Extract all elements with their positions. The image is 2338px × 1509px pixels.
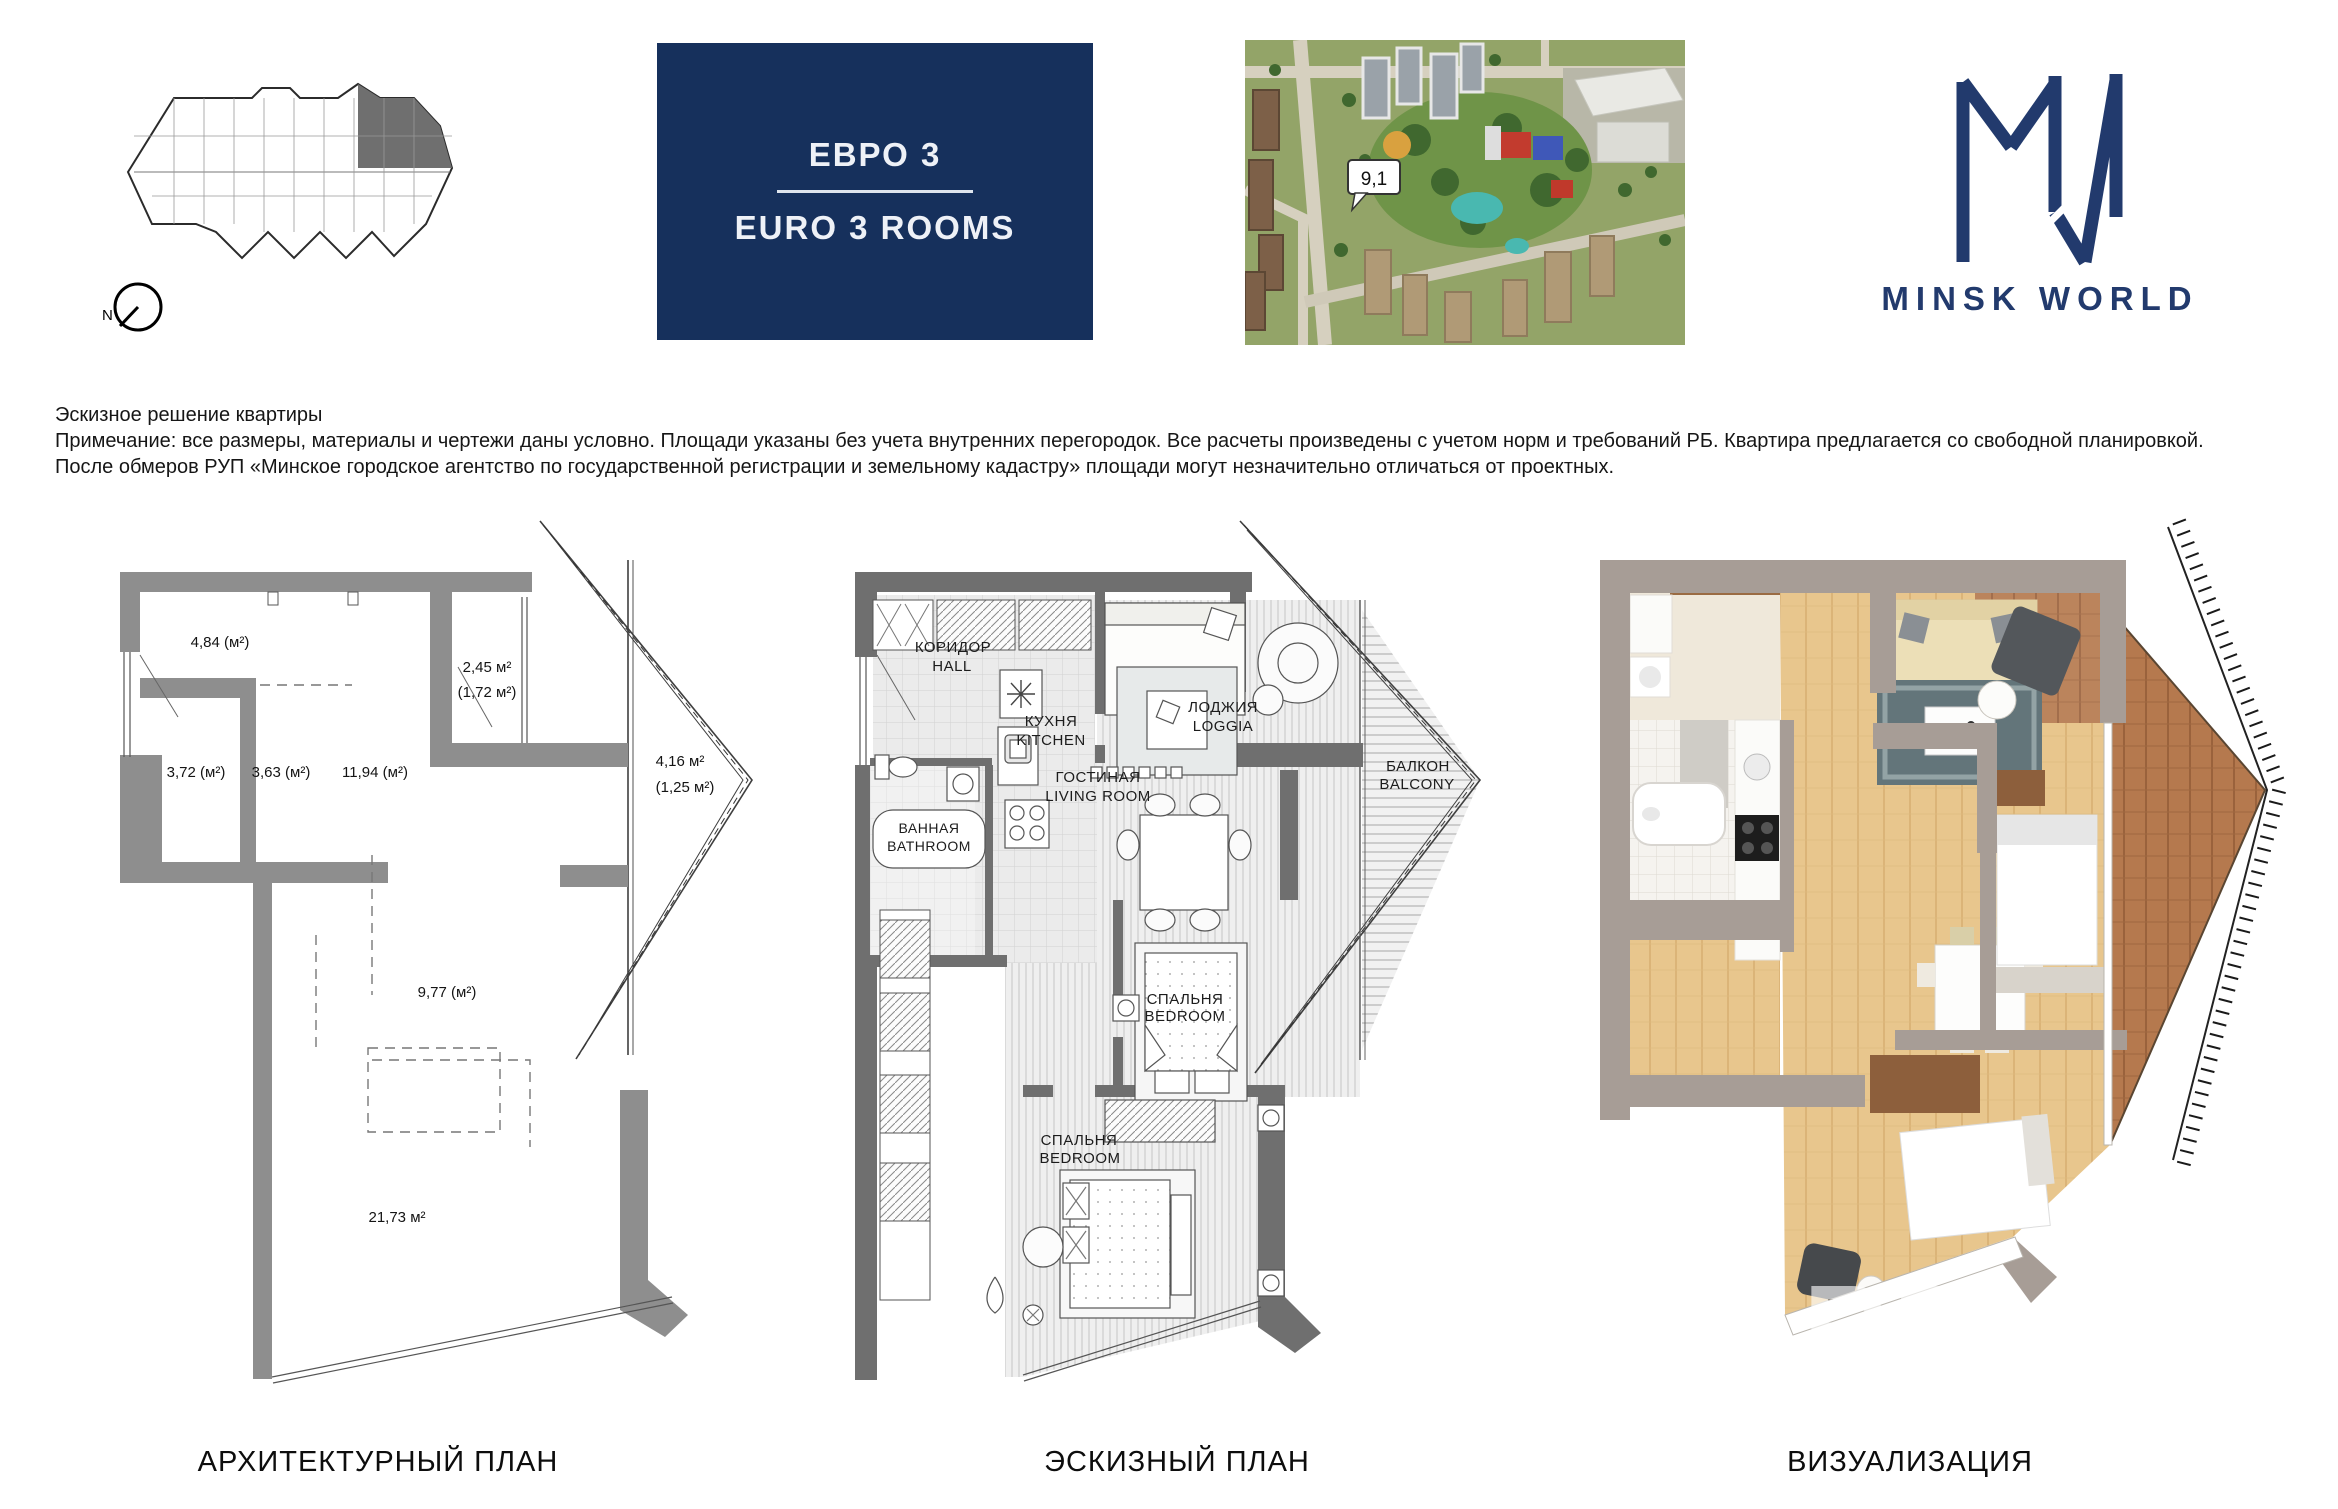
highlighted-unit bbox=[358, 84, 452, 168]
walls bbox=[120, 572, 688, 1379]
disclaimer-line-1: Эскизное решение квартиры bbox=[55, 404, 323, 426]
disclaimer-line-2: Примечание: все размеры, материалы и чертежи даны условно. Площади указаны без учета внутренних перегородок. Все расчеты произведены с учетом норм и требований РБ. Квартира предлагается со свободной планировкой. bbox=[55, 430, 2204, 452]
label-balcony-ru: БАЛКОН bbox=[1386, 758, 1450, 775]
north-compass bbox=[90, 270, 200, 350]
area-balcony-2: (1,25 м²) bbox=[655, 779, 715, 796]
logo-text: MINSK WORLD bbox=[1881, 280, 2199, 317]
label-bedroom1-en: BEDROOM bbox=[1144, 1008, 1226, 1025]
caption-visualization: ВИЗУАЛИЗАЦИЯ bbox=[1787, 1446, 2033, 1478]
area-corridor: 3,63 (м²) bbox=[251, 764, 311, 781]
area-bedroom: 9,77 (м²) bbox=[417, 984, 477, 1001]
label-loggia-ru: ЛОДЖИЯ bbox=[1188, 699, 1258, 716]
minsk-world-logo bbox=[1860, 62, 2220, 327]
area-balcony: 4,16 м² bbox=[655, 753, 705, 770]
compass-needle-icon bbox=[120, 307, 138, 326]
label-balcony-en: BALCONY bbox=[1379, 776, 1455, 793]
label-bedroom2-ru: СПАЛЬНЯ bbox=[1040, 1132, 1118, 1149]
windows bbox=[124, 597, 673, 1383]
mw-monogram-icon bbox=[1954, 62, 2126, 267]
area-loggia: 2,45 м² bbox=[462, 659, 512, 676]
area-living: 21,73 м² bbox=[368, 1209, 426, 1226]
disclaimer-line-3: После обмеров РУП «Минское городское агентство по государственной регистрации и земельному кадастру» площади могут незначительно отличаться от проектных. bbox=[55, 456, 1615, 478]
label-bath-ru: ВАННАЯ bbox=[898, 820, 960, 836]
label-living-en: LIVING ROOM bbox=[1045, 788, 1151, 805]
label-bedroom1-ru: СПАЛЬНЯ bbox=[1146, 991, 1224, 1008]
balcony-outline bbox=[540, 521, 752, 1059]
masterplan-image bbox=[1245, 40, 1685, 345]
caption-architectural-plan: АРХИТЕКТУРНЫЙ ПЛАН bbox=[197, 1446, 559, 1478]
building-key-plan bbox=[122, 76, 467, 276]
label-loggia-en: LOGGIA bbox=[1192, 718, 1254, 735]
divider bbox=[777, 190, 973, 193]
architectural-plan bbox=[120, 515, 780, 1400]
label-kitchen-ru: КУХНЯ bbox=[1024, 713, 1078, 730]
unit-type-en: EURO 3 ROOMS bbox=[734, 209, 1016, 246]
caption-sketch-plan: ЭСКИЗНЫЙ ПЛАН bbox=[1044, 1446, 1310, 1478]
sketch-plan bbox=[855, 515, 1515, 1400]
left-wardrobes bbox=[880, 910, 930, 1300]
map-label: 9,1 bbox=[1360, 169, 1388, 190]
area-hall: 4,84 (м²) bbox=[190, 634, 250, 651]
label-living-ru: ГОСТИНАЯ bbox=[1055, 769, 1141, 786]
label-kitchen-en: KITCHEN bbox=[1016, 732, 1086, 749]
unit-type-card bbox=[657, 43, 1093, 340]
realt-watermark: REaLT bbox=[1803, 1261, 2193, 1391]
area-kitchen: 11,94 (м²) bbox=[342, 764, 408, 781]
label-bath-en: BATHROOM bbox=[887, 838, 971, 854]
label-hall-en: HALL bbox=[932, 658, 972, 675]
area-bathroom: 3,72 (м²) bbox=[166, 764, 226, 781]
disclaimer-block bbox=[55, 402, 2317, 480]
north-label: N bbox=[102, 307, 113, 324]
unit-type-ru: ЕВРО 3 bbox=[808, 136, 942, 173]
label-hall-ru: КОРИДОР bbox=[914, 639, 992, 656]
area-loggia-2: (1,72 м²) bbox=[457, 684, 517, 701]
label-bedroom2-en: BEDROOM bbox=[1039, 1150, 1121, 1167]
